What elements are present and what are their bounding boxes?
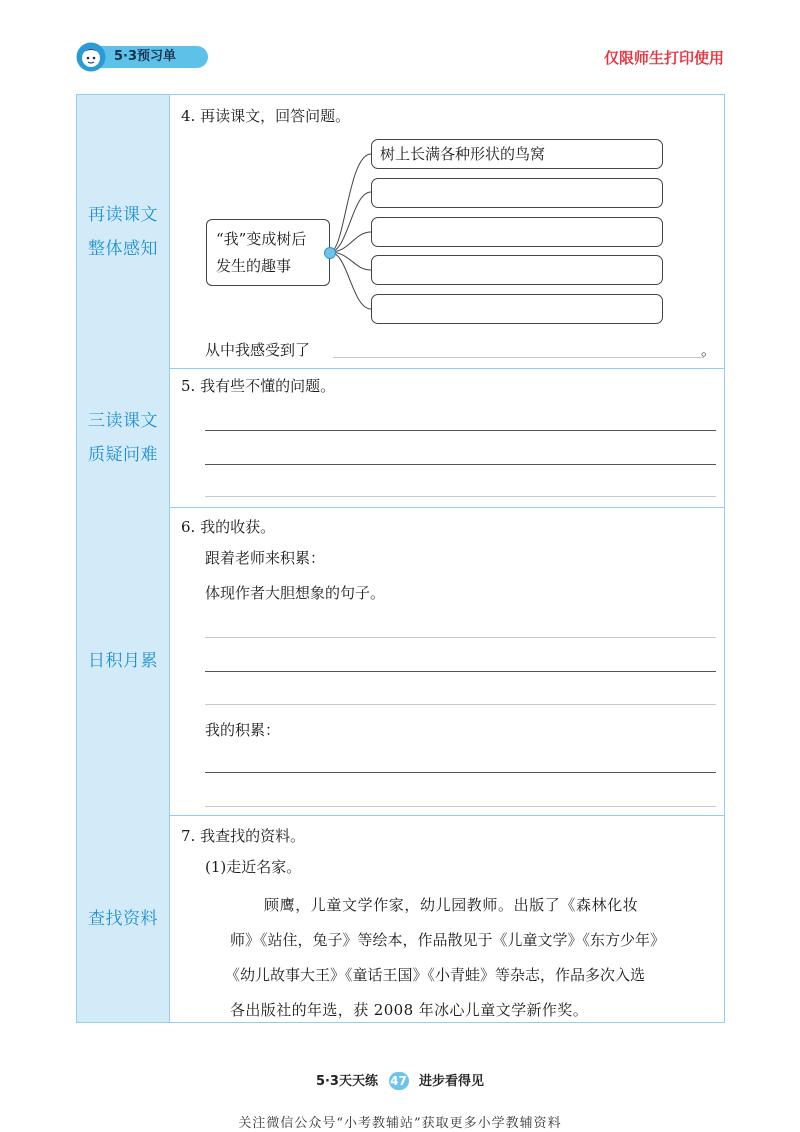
question-6-sub2: 体现作者大胆想象的句子。 [205, 584, 386, 602]
section-label-line: 日积月累 [88, 651, 158, 671]
section-label-line: 查找资料 [88, 908, 158, 929]
section-content [170, 815, 724, 1022]
bio-paragraph-line: 顾鹰，儿童文学作家，幼儿园教师。出版了《森林化妆 [264, 896, 639, 914]
feeling-prefix: 从中我感受到了 [205, 341, 311, 359]
branch-box-2-blank[interactable] [371, 178, 663, 208]
series-badge [76, 42, 208, 72]
worksheet-table [76, 94, 725, 1023]
question-6-sub3: 我的积累： [205, 721, 281, 739]
section-label-line: 再读课文 [88, 204, 158, 225]
section-label [77, 368, 170, 507]
badge-text: 5·3预习单 [114, 49, 177, 64]
page-number: 47 [390, 1074, 407, 1088]
bio-paragraph-line: 师》《站住，兔子》等绘本，作品散见于《儿童文学》《东方少年》 [230, 931, 666, 949]
section-row-question [77, 368, 724, 508]
mind-map-center [206, 219, 330, 286]
question-6-sub1: 跟着老师来积累： [205, 549, 326, 567]
section-content [170, 368, 724, 507]
answer-line[interactable] [205, 496, 716, 497]
answer-line[interactable] [205, 430, 716, 431]
question-7-sub: (1)走近名家。 [205, 858, 302, 876]
bio-paragraph-line: 各出版社的年选，获 2008 年冰心儿童文学新作奖。 [230, 1001, 589, 1019]
feeling-end: 。 [700, 341, 716, 359]
answer-line[interactable] [205, 772, 716, 773]
mascot-icon [76, 42, 106, 72]
section-label [77, 95, 170, 368]
section-label-line: 质疑问难 [88, 444, 158, 465]
section-row-reread [77, 95, 724, 369]
section-content [170, 95, 724, 368]
section-label-line: 整体感知 [88, 238, 158, 259]
connector-dot [324, 247, 336, 259]
branch-box-3-blank[interactable] [371, 217, 663, 247]
section-content [170, 507, 724, 815]
page-footer [0, 1070, 800, 1090]
answer-line[interactable] [205, 704, 716, 705]
question-4-prompt: 4. 再读课文，回答问题。 [181, 107, 351, 125]
question-5-prompt: 5. 我有些不懂的问题。 [181, 377, 336, 395]
section-label [77, 507, 170, 815]
branch-box-1: 树上长满各种形状的鸟窝 [371, 139, 663, 169]
branch-box-5-blank[interactable] [371, 294, 663, 324]
answer-line[interactable] [205, 671, 716, 672]
center-line: 发生的趣事 [216, 257, 292, 275]
footer-slogan: 进步看得见 [419, 1074, 485, 1089]
section-label [77, 815, 170, 1022]
answer-line[interactable] [205, 637, 716, 638]
bio-paragraph-line: 《幼儿故事大王》《童话王国》《小青蛙》等杂志，作品多次入选 [225, 966, 646, 984]
branch-box-4-blank[interactable] [371, 255, 663, 285]
print-restriction-note: 仅限师生打印使用 [603, 49, 724, 67]
feeling-blank-line[interactable] [333, 357, 704, 358]
center-line: “我”变成树后 [216, 230, 307, 248]
answer-line[interactable] [205, 464, 716, 465]
footer-series: 5·3天天练 [315, 1074, 378, 1089]
section-row-accumulate [77, 507, 724, 816]
question-6-prompt: 6. 我的收获。 [181, 518, 276, 536]
section-label-line: 三读课文 [88, 410, 158, 431]
question-7-prompt: 7. 我查找的资料。 [181, 827, 306, 845]
promo-note: 关注微信公众号“小考教辅站”获取更多小学教辅资料 [238, 1116, 562, 1131]
section-row-research [77, 815, 724, 1022]
answer-line[interactable] [205, 806, 716, 807]
